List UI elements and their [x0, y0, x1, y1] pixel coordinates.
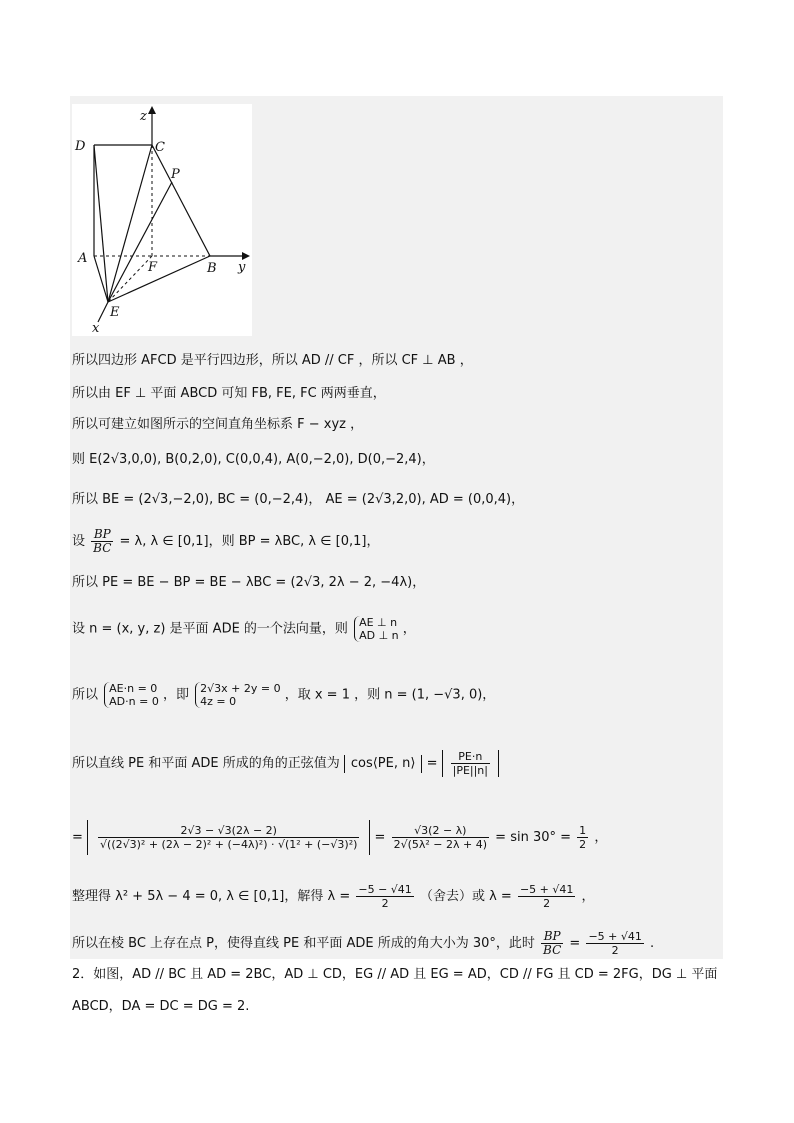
label-f: F [148, 260, 158, 275]
big-fraction [98, 824, 359, 851]
dot-system [104, 682, 159, 708]
perp-eq-2: AD ⊥ n [359, 629, 399, 642]
half-fraction [577, 824, 588, 851]
cos-abs: cos⟨PE, n⟩ [344, 755, 423, 773]
line-9-mid: ，即 [162, 687, 189, 703]
label-x: x [92, 321, 100, 336]
perp-system [354, 616, 399, 642]
line-10 [72, 750, 499, 777]
bp-over-bc-fraction [91, 528, 113, 555]
ratio-fraction [541, 930, 563, 957]
edge-pe [108, 182, 172, 302]
result-den: 2 [611, 944, 619, 957]
line-2: 所以由 EF ⊥ 平面 ABCD 可知 FB, FE, FC 两两垂直， [72, 386, 386, 401]
line-13-eq: = [569, 936, 581, 951]
result-num: −5 + √41 [588, 930, 642, 943]
line-12-lead: 整理得 λ² + 5λ − 4 = 0, λ ∈ [0,1]，解得 λ = [72, 889, 351, 904]
line-13-end: . [650, 936, 655, 951]
root1-fraction [356, 883, 413, 910]
line-6-lead: 设 [72, 534, 86, 549]
root1-den: 2 [381, 897, 389, 910]
perp-eq-1: AE ⊥ n [359, 616, 398, 629]
label-a: A [78, 251, 88, 266]
label-y: y [238, 260, 246, 275]
frac-den: BC [93, 541, 112, 555]
line-9-end: ，取 x = 1 ，则 n = (1, −√3, 0)， [284, 687, 496, 703]
line-6-rest: = λ, λ ∈ [0,1]，则 BP = λBC, λ ∈ [0,1]， [119, 534, 380, 549]
line-11-sin: = sin 30° = [495, 830, 572, 845]
line-11 [72, 820, 607, 855]
label-b: B [207, 261, 217, 276]
edge-cb [152, 145, 210, 256]
frac-num: BP [91, 528, 113, 542]
dot-eq-1: AE·n = 0 [109, 682, 158, 695]
line-11-eq2: = [374, 830, 386, 845]
root2-den: 2 [543, 897, 551, 910]
ratio-num: BP [541, 930, 563, 944]
label-c: C [155, 140, 165, 155]
simp-den: 2√(5λ² − 2λ + 4) [393, 838, 488, 851]
line-1: 所以四边形 AFCD 是平行四边形，所以 AD // CF ，所以 CF ⊥ AB ， [72, 353, 473, 368]
line-6 [72, 528, 380, 555]
line-9-lead: 所以 [72, 687, 99, 703]
coord-system [195, 682, 280, 708]
cos-num: PE·n [451, 750, 490, 764]
question-2-line-1: 2．如图，AD // BC 且 AD = 2BC，AD ⊥ CD，EG // AD 且 EG = AD，CD // FG 且 CD = 2FG，DG ⊥ 平面 [72, 967, 718, 982]
edge-be [108, 256, 210, 302]
line-8-lead: 设 n = (x, y, z) 是平面 ADE 的一个法向量，则 [72, 621, 348, 637]
root2-fraction [518, 883, 575, 910]
simplified-fraction [392, 824, 489, 851]
line-5: 所以 BE = (2√3,−2,0), BC = (0,−2,4)， AE = (2√3,2,0), AD = (0,0,4)， [72, 492, 525, 507]
cos-fraction [451, 750, 490, 777]
big-den: √((2√3)² + (2λ − 2)² + (−4λ)²) · √(1² + (−√3)²) [100, 838, 358, 851]
cos-fraction-abs [442, 750, 499, 777]
root1-num: −5 − √41 [358, 883, 412, 896]
coord-eq-2: 4z = 0 [200, 695, 237, 708]
simp-num: √3(2 − λ) [392, 824, 489, 838]
line-12-end: ， [581, 889, 595, 904]
y-arrow [242, 252, 250, 260]
line-13-lead: 所以在棱 BC 上存在点 P，使得直线 PE 和平面 ADE 所成的角大小为 30°，此时 [72, 936, 535, 951]
line-11-eq1: = [72, 830, 83, 845]
ratio-den: BC [543, 943, 562, 957]
line-11-end: ， [594, 830, 608, 845]
x-axis [98, 302, 108, 322]
line-4: 则 E(2√3,0,0), B(0,2,0), C(0,0,4), A(0,−2,0), D(0,−2,4)， [72, 452, 435, 467]
coord-eq-1: 2√3x + 2y = 0 [200, 682, 281, 695]
root2-num: −5 + √41 [519, 883, 574, 896]
cos-den: |PE||n| [452, 764, 488, 777]
geometry-figure [72, 104, 252, 336]
line-3: 所以可建立如图所示的空间直角坐标系 F − xyz ， [72, 417, 364, 432]
question-2-line-2: ABCD，DA = DC = DG = 2. [72, 999, 250, 1014]
big-num: 2√3 − √3(2λ − 2) [98, 824, 359, 838]
line-13 [72, 930, 654, 957]
line-7: 所以 PE = BE − BP = BE − λBC = (2√3, 2λ − 2, −4λ)， [72, 575, 426, 590]
line-8 [72, 616, 416, 642]
line-9 [72, 682, 495, 708]
label-e: E [110, 305, 120, 320]
z-arrow [148, 106, 156, 114]
half-den: 2 [579, 838, 587, 851]
dot-eq-2: AD·n = 0 [109, 695, 159, 708]
line-10-lead: 所以直线 PE 和平面 ADE 所成的角的正弦值为 [72, 756, 340, 771]
line-8-end: ， [402, 621, 416, 637]
label-p: P [171, 167, 180, 182]
label-d: D [75, 139, 86, 154]
label-z: z [140, 109, 147, 124]
result-fraction [586, 930, 643, 957]
line-10-eq: = [426, 756, 438, 771]
line-12-mid: （舍去）或 λ = [419, 889, 512, 904]
figure-svg [72, 104, 252, 336]
half-num: 1 [579, 824, 587, 837]
big-abs [87, 820, 370, 855]
line-12 [72, 883, 595, 910]
